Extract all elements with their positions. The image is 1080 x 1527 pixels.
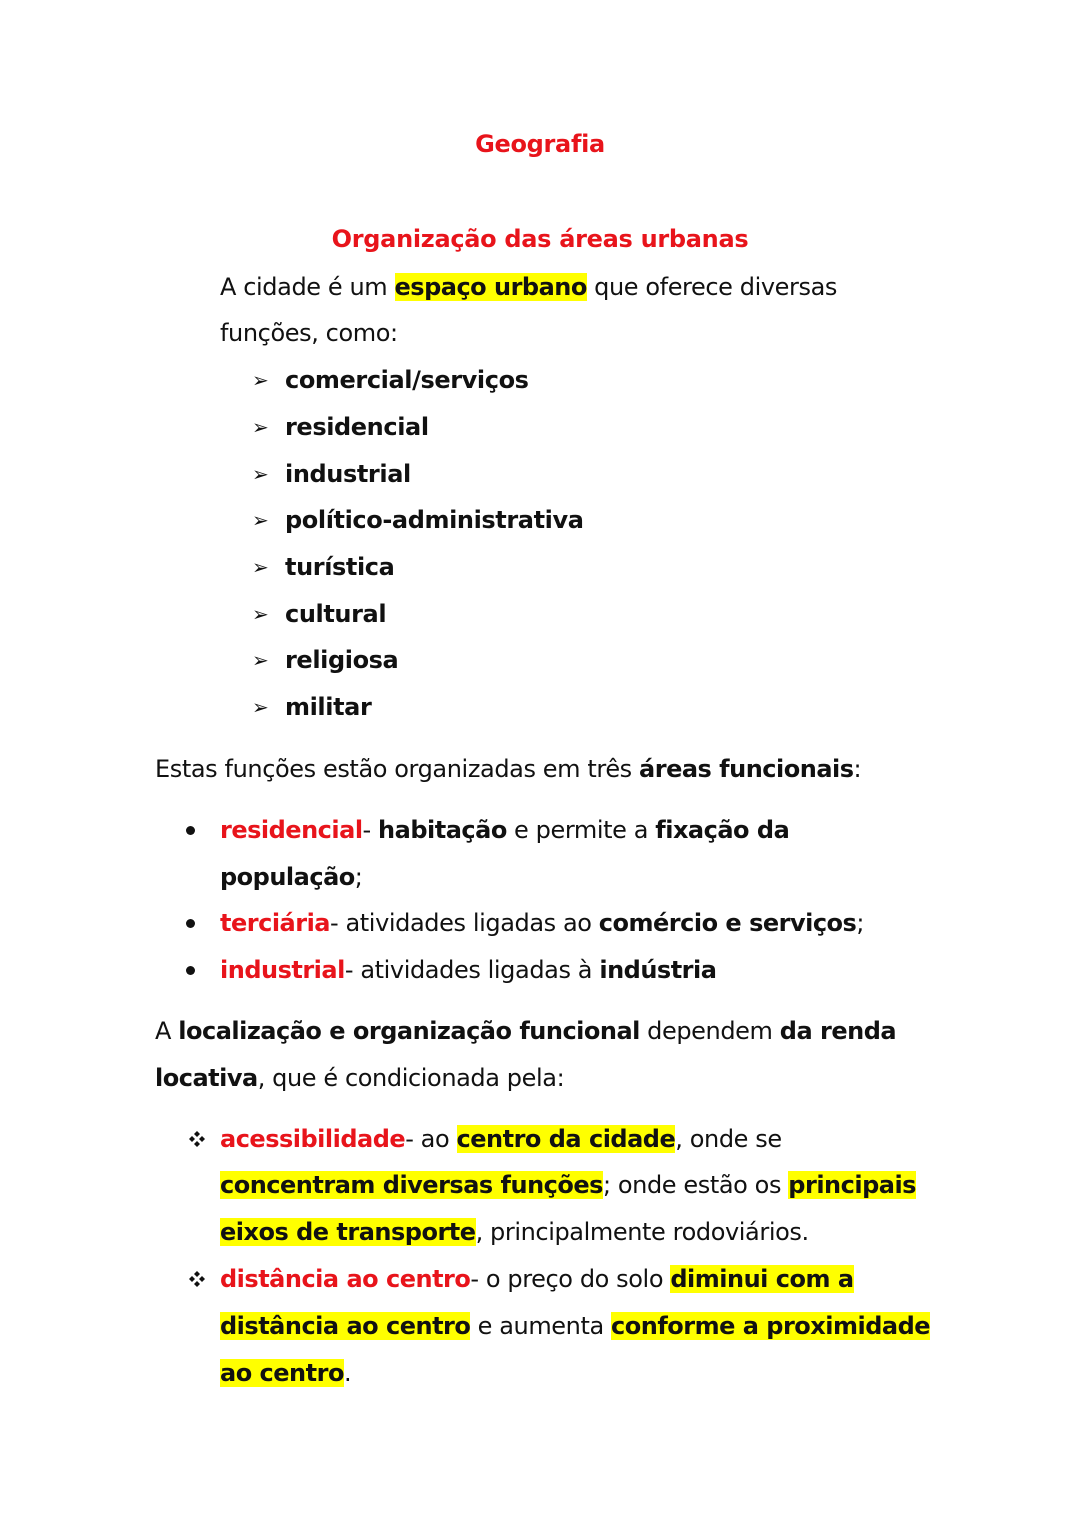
text: ; bbox=[354, 863, 363, 891]
factor-term: distância ao centro bbox=[220, 1265, 471, 1293]
arrow-bullet-icon: ➢ bbox=[252, 602, 269, 626]
bold-text: da renda bbox=[779, 1017, 897, 1045]
diamond-bullet-icon bbox=[189, 1271, 205, 1287]
highlight-espaco-urbano: espaço urbano bbox=[394, 273, 587, 301]
highlight: centro da cidade bbox=[456, 1125, 676, 1153]
function-item: religiosa bbox=[285, 646, 399, 674]
highlight: ao centro bbox=[220, 1359, 344, 1387]
factor-acessibilidade-line-3 bbox=[220, 1217, 809, 1247]
text: ; bbox=[856, 909, 865, 937]
arrow-bullet-icon: ➢ bbox=[252, 648, 269, 672]
rent-paragraph-line-1 bbox=[155, 1016, 896, 1046]
area-item-industrial bbox=[220, 955, 716, 985]
text: , onde se bbox=[675, 1125, 782, 1153]
text: e aumenta bbox=[470, 1312, 612, 1340]
factor-distancia-line-2 bbox=[220, 1311, 930, 1341]
text: A bbox=[155, 1017, 179, 1045]
function-item: industrial bbox=[285, 460, 411, 488]
highlight: concentram diversas funções bbox=[220, 1171, 603, 1199]
text: e permite a bbox=[506, 816, 656, 844]
highlight: conforme a proximidade bbox=[611, 1312, 931, 1340]
arrow-bullet-icon: ➢ bbox=[252, 555, 269, 579]
text: , que é condicionada pela: bbox=[257, 1064, 565, 1092]
bold-text: fixação da bbox=[655, 816, 790, 844]
text: ; onde estão os bbox=[602, 1171, 789, 1199]
section-title: Organização das áreas urbanas bbox=[331, 225, 749, 253]
bold-text: indústria bbox=[599, 956, 717, 984]
area-item-terciaria bbox=[220, 908, 864, 938]
function-item: residencial bbox=[285, 413, 429, 441]
area-term: terciária bbox=[220, 909, 330, 937]
area-term: industrial bbox=[220, 956, 345, 984]
arrow-bullet-icon: ➢ bbox=[252, 368, 269, 392]
factor-acessibilidade-line-1 bbox=[220, 1124, 782, 1154]
arrow-bullet-icon: ➢ bbox=[252, 508, 269, 532]
bold-text: população bbox=[220, 863, 355, 891]
bold-text: habitação bbox=[378, 816, 507, 844]
text: , principalmente rodoviários. bbox=[475, 1218, 809, 1246]
factor-distancia-line-1 bbox=[220, 1264, 854, 1294]
intro-line-1 bbox=[220, 272, 837, 302]
function-item: turística bbox=[285, 553, 395, 581]
rent-paragraph-line-2 bbox=[155, 1063, 564, 1093]
bullet-dot-icon bbox=[186, 919, 195, 928]
function-item: comercial/serviços bbox=[285, 366, 529, 394]
highlight: eixos de transporte bbox=[220, 1218, 476, 1246]
intro-text: que oferece diversas bbox=[586, 273, 838, 301]
subject-title: Geografia bbox=[475, 130, 605, 158]
text: : bbox=[853, 755, 862, 783]
factor-distancia-line-3 bbox=[220, 1358, 351, 1388]
text: Estas funções estão organizadas em três bbox=[155, 755, 640, 783]
text: dependem bbox=[639, 1017, 780, 1045]
bullet-dot-icon bbox=[186, 826, 195, 835]
diamond-bullet-icon bbox=[189, 1131, 205, 1147]
factor-acessibilidade-line-2 bbox=[220, 1170, 916, 1200]
text: . bbox=[343, 1359, 352, 1387]
function-item: político-administrativa bbox=[285, 506, 584, 534]
text: - o preço do solo bbox=[470, 1265, 671, 1293]
bold-text: locativa bbox=[155, 1064, 258, 1092]
text: - atividades ligadas à bbox=[344, 956, 600, 984]
text: - atividades ligadas ao bbox=[330, 909, 599, 937]
text: - ao bbox=[405, 1125, 457, 1153]
bold-text: comércio e serviços bbox=[598, 909, 857, 937]
bullet-dot-icon bbox=[186, 966, 195, 975]
text: - bbox=[362, 816, 379, 844]
arrow-bullet-icon: ➢ bbox=[252, 415, 269, 439]
bold-text: localização e organização funcional bbox=[178, 1017, 640, 1045]
function-item: cultural bbox=[285, 600, 387, 628]
factor-term: acessibilidade bbox=[220, 1125, 406, 1153]
area-item-residencial bbox=[220, 815, 789, 845]
arrow-bullet-icon: ➢ bbox=[252, 695, 269, 719]
intro-text: A cidade é um bbox=[220, 273, 395, 301]
arrow-bullet-icon: ➢ bbox=[252, 462, 269, 486]
areas-intro bbox=[155, 754, 861, 784]
highlight: distância ao centro bbox=[220, 1312, 471, 1340]
area-term: residencial bbox=[220, 816, 363, 844]
highlight: diminui com a bbox=[670, 1265, 854, 1293]
area-item-residencial-cont bbox=[220, 862, 362, 892]
bold-areas-funcionais: áreas funcionais bbox=[639, 755, 854, 783]
intro-line-2: funções, como: bbox=[220, 319, 398, 347]
highlight: principais bbox=[788, 1171, 916, 1199]
function-item: militar bbox=[285, 693, 372, 721]
